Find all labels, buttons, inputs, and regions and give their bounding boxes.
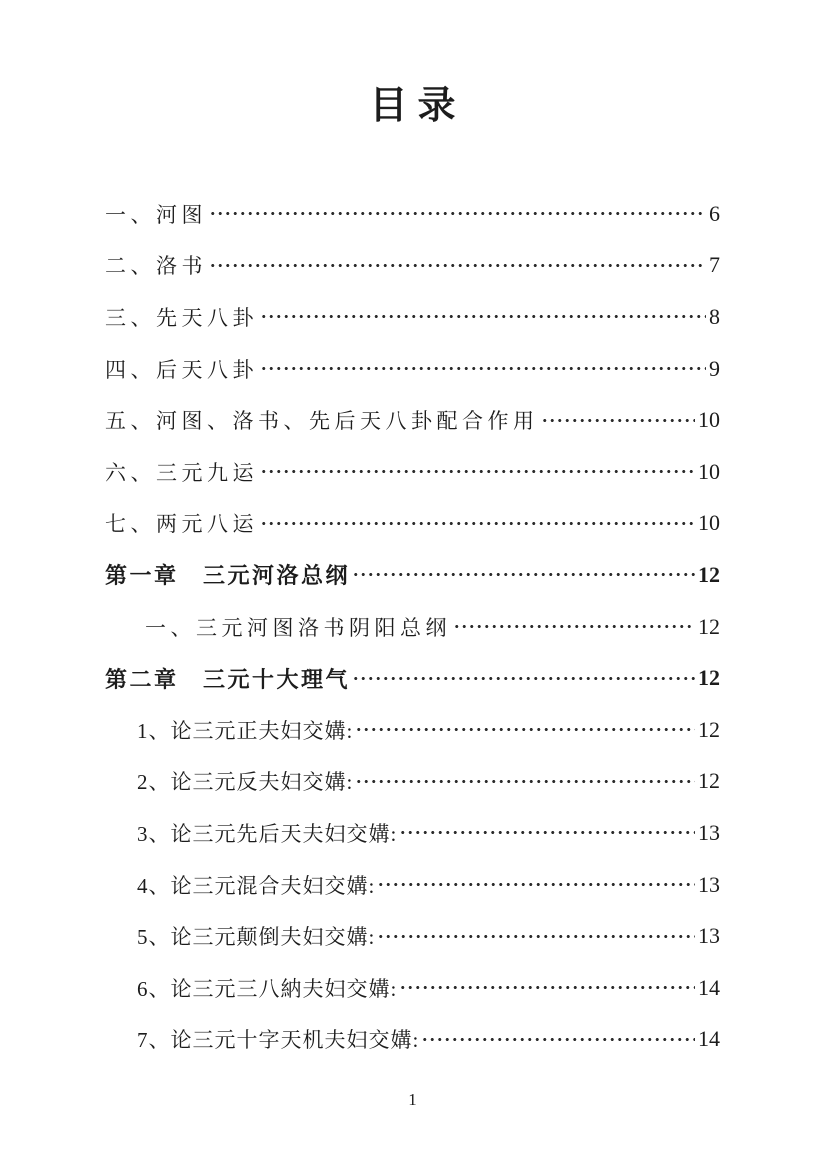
toc-entry-label: 三、先天八卦 [105, 305, 258, 330]
dot-leader [352, 570, 695, 579]
toc-entry-label: 2、论三元反夫妇交媾: [137, 770, 354, 795]
toc-row [105, 446, 720, 498]
toc-entry-label: 5、论三元颠倒夫妇交媾: [137, 925, 376, 950]
dot-leader [352, 674, 695, 683]
toc-entry-page-number: 14 [698, 974, 720, 1000]
toc-row [105, 807, 720, 859]
toc-row [105, 240, 720, 292]
toc-row [105, 756, 720, 808]
toc-list [105, 188, 720, 1065]
toc-entry-label: 四、后天八卦 [105, 357, 258, 382]
toc-entry-page-number: 10 [698, 407, 720, 433]
dot-leader [260, 364, 706, 373]
toc-row [105, 1014, 720, 1066]
toc-entry-page-number: 7 [709, 252, 720, 278]
toc-row [105, 652, 720, 704]
toc-entry-label: 六、三元九运 [105, 460, 258, 485]
dot-leader [541, 416, 696, 425]
dot-leader [453, 622, 695, 631]
page-title: 目录 [369, 85, 466, 127]
toc-entry-label: 7、论三元十字天机夫妇交媾: [137, 1028, 420, 1053]
toc-entry-page-number: 12 [698, 613, 720, 639]
toc-row [105, 601, 720, 653]
toc-entry-page-number: 12 [698, 716, 720, 742]
toc-row [105, 704, 720, 756]
toc-entry-label: 一、三元河图洛书阴阳总纲 [145, 615, 451, 640]
toc-entry-page-number: 10 [698, 458, 720, 484]
toc-row [105, 343, 720, 395]
toc-entry-page-number: 10 [698, 510, 720, 536]
toc-entry-label: 4、论三元混合夫妇交媾: [137, 873, 376, 898]
toc-entry-page-number: 12 [698, 665, 720, 691]
dot-leader [399, 983, 695, 992]
toc-entry-page-number: 9 [709, 355, 720, 381]
toc-entry-page-number: 14 [698, 1026, 720, 1052]
toc-entry-label: 3、论三元先后天夫妇交媾: [137, 821, 398, 846]
dot-leader [377, 880, 695, 889]
dot-leader [260, 312, 706, 321]
toc-entry-label: 6、论三元三八納夫妇交媾: [137, 976, 398, 1001]
toc-entry-page-number: 6 [709, 200, 720, 226]
dot-leader [399, 828, 695, 837]
toc-row [105, 962, 720, 1014]
dot-leader [209, 209, 706, 218]
toc-entry-page-number: 8 [709, 303, 720, 329]
toc-entry-label: 七、两元八运 [105, 512, 258, 537]
toc-entry-label: 第一章 三元河洛总纲 [105, 563, 351, 589]
toc-entry-page-number: 13 [698, 819, 720, 845]
toc-entry-label: 第二章 三元十大理气 [105, 666, 351, 692]
toc-row [105, 291, 720, 343]
toc-entry-label: 1、论三元正夫妇交媾: [137, 718, 354, 743]
toc-row [105, 859, 720, 911]
toc-row [105, 498, 720, 550]
dot-leader [421, 1035, 695, 1044]
dot-leader [355, 777, 695, 786]
dot-leader [377, 932, 695, 941]
toc-row [105, 910, 720, 962]
toc-row [105, 188, 720, 240]
toc-row [105, 549, 720, 601]
dot-leader [260, 467, 695, 476]
toc-entry-label: 一、河图 [105, 202, 207, 227]
toc-row [105, 394, 720, 446]
dot-leader [209, 261, 706, 270]
dot-leader [355, 725, 695, 734]
toc-entry-page-number: 13 [698, 871, 720, 897]
toc-entry-label: 五、河图、洛书、先后天八卦配合作用 [105, 409, 539, 434]
toc-entry-page-number: 12 [698, 768, 720, 794]
dot-leader [260, 519, 695, 528]
toc-entry-page-number: 12 [698, 561, 720, 587]
toc-entry-page-number: 13 [698, 923, 720, 949]
toc-entry-label: 二、洛书 [105, 254, 207, 279]
footer-page-number: 1 [408, 1090, 417, 1110]
